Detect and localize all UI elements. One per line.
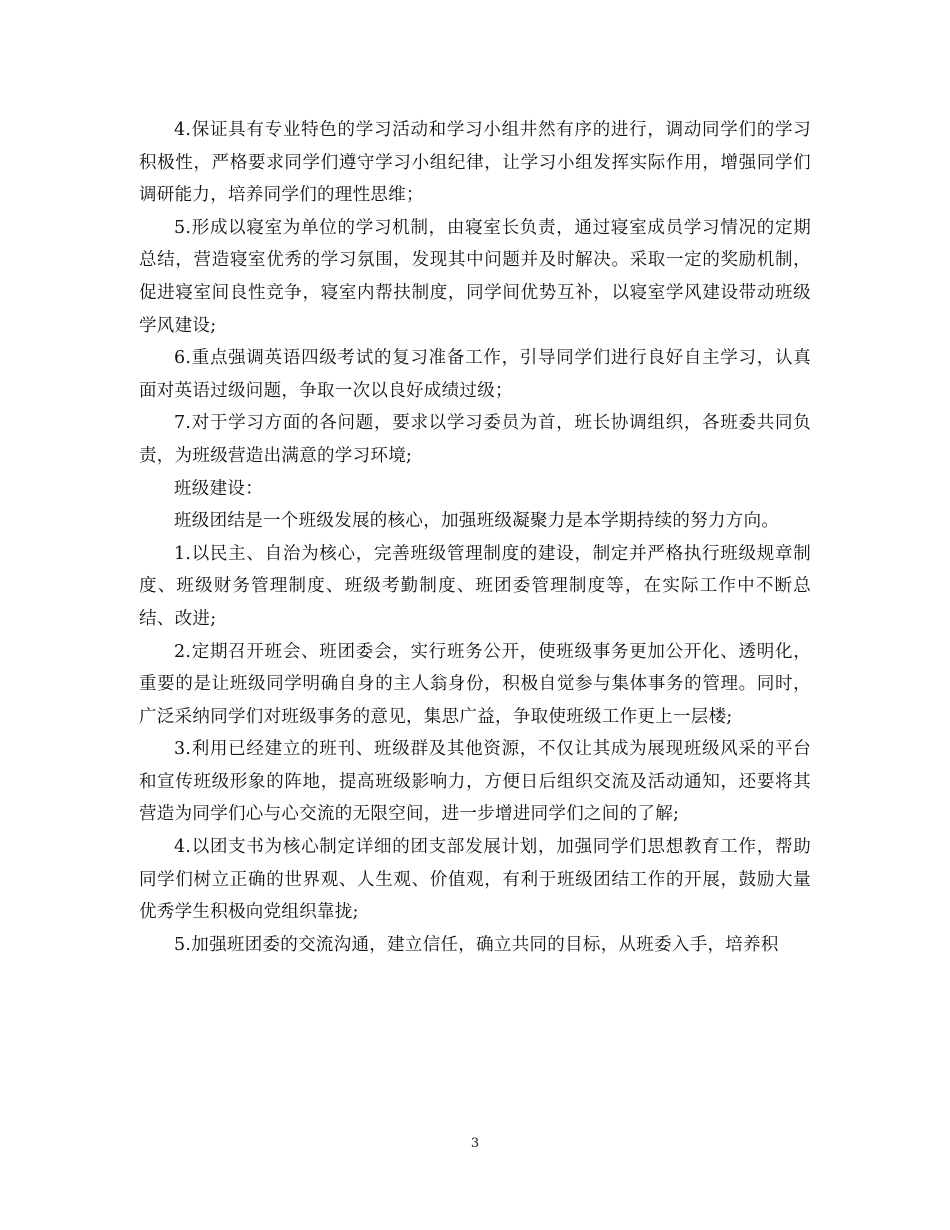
document-body (139, 114, 811, 961)
paragraph-class-item-1: 1.以民主、自治为核心，完善班级管理制度的建设，制定并严格执行班级规章制度、班级财务管理制度、班级考勤制度、班团委管理制度等，在实际工作中不断总结、改进; (139, 543, 811, 629)
paragraph-study-item-4: 4.保证具有专业特色的学习活动和学习小组井然有序的进行，调动同学们的学习积极性，严格要求同学们遵守学习小组纪律，让学习小组发挥实际作用，增强同学们调研能力，培养同学们的理性思维； (139, 120, 811, 206)
paragraph-study-item-6: 6.重点强调英语四级考试的复习准备工作，引导同学们进行良好自主学习，认真面对英语过级问题，争取一次以良好成绩过级； (139, 348, 811, 401)
paragraph-class-item-4: 4.以团支书为核心制定详细的团支部发展计划，加强同学们思想教育工作，帮助同学们树立正确的世界观、人生观、价值观，有利于班级团结工作的开展，鼓励大量优秀学生积极向党组织靠拢; (139, 837, 811, 923)
paragraph-study-item-5: 5.形成以寝室为单位的学习机制，由寝室长负责，通过寝室成员学习情况的定期总结，营造寝室优秀的学习氛围，发现其中问题并及时解决。采取一定的奖励机制，促进寝室间良性竞争，寝室内帮扶制度，同学间优势互补，以寝室学风建设带动班级学风建设; (139, 217, 811, 336)
paragraph-study-item-7: 7.对于学习方面的各问题，要求以学习委员为首，班长协调组织，各班委共同负责，为班级营造出满意的学习环境; (139, 413, 811, 466)
paragraph-class-item-3: 3.利用已经建立的班刊、班级群及其他资源，不仅让其成为展现班级风采的平台和宣传班级形象的阵地，提高班级影响力，方便日后组织交流及活动通知，还要将其营造为同学们心与心交流的无限空间，进一步增进同学们之间的了解; (139, 739, 811, 825)
paragraph-class-unity-intro: 班级团结是一个班级发展的核心，加强班级凝聚力是本学期持续的努力方向。 (174, 511, 780, 532)
paragraph-class-item-5: 5.加强班团委的交流沟通，建立信任，确立共同的目标，从班委入手，培养积 (174, 934, 779, 955)
page-number: 3 (470, 1136, 480, 1151)
paragraph-class-item-2: 2.定期召开班会、班团委会，实行班务公开，使班级事务更加公开化、透明化，重要的是让班级同学明确自身的主人翁身份，积极自觉参与集体事务的管理。同时，广泛采纳同学们对班级事务的意见，集思广益，争取使班级工作更上一层楼; (139, 641, 811, 727)
section-heading-class-building: 班级建设： (174, 478, 263, 499)
